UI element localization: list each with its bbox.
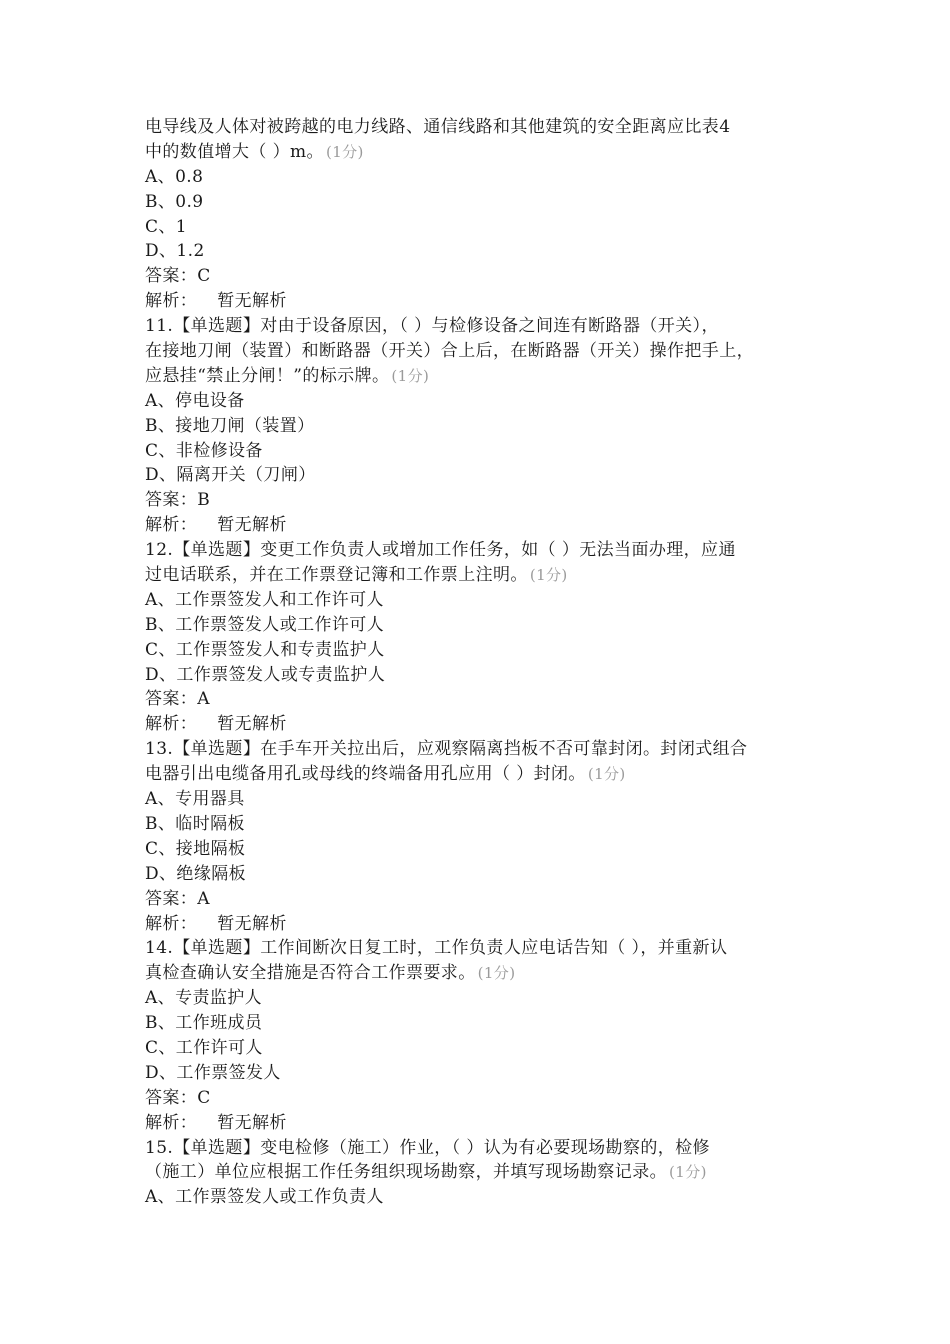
question-stem-line: 13.【单选题】在手车开关拉出后，应观察隔离挡板不否可靠封闭。封闭式组合	[145, 739, 748, 760]
question-block	[145, 1136, 815, 1211]
option: D、工作票签发人	[145, 1062, 281, 1083]
question-block	[145, 115, 815, 314]
question-stem-line: 15.【单选题】变电检修（施工）作业，（ ）认为有必要现场勘察的，检修	[145, 1137, 710, 1158]
question-stem-line	[145, 1160, 815, 1185]
answer: 答案：B	[145, 490, 211, 511]
question-stem-line: 在接地刀闸（装置）和断路器（开关）合上后，在断路器（开关）操作把手上，	[145, 341, 754, 362]
question-stem-text: 应悬挂“禁止分闸！”的标示牌。	[145, 365, 390, 386]
analysis-label: 解析：	[145, 291, 198, 312]
option: A、停电设备	[145, 390, 245, 411]
question-block	[145, 538, 815, 737]
question-score: (1分)	[391, 366, 430, 385]
option: B、接地刀闸（装置）	[145, 415, 315, 436]
option: C、接地隔板	[145, 838, 246, 859]
answer: 答案：C	[145, 266, 211, 287]
analysis-line	[145, 1111, 815, 1136]
question-score: (1分)	[587, 765, 626, 784]
option: D、1.2	[145, 241, 205, 262]
question-score: (1分)	[669, 1163, 707, 1182]
question-stem-text: 中的数值增大（ ）m。	[145, 141, 324, 162]
question-stem-line: 12.【单选题】变更工作负责人或增加工作任务，如（ ）无法当面办理，应通	[145, 540, 736, 561]
option: A、专责监护人	[145, 988, 263, 1009]
option: A、0.8	[145, 166, 204, 187]
question-block	[145, 737, 815, 936]
question-stem-text: 过电话联系，并在工作票登记簿和工作票上注明。	[145, 565, 528, 586]
question-stem-text: 电器引出电缆备用孔或母线的终端备用孔应用（ ）封闭。	[145, 764, 586, 785]
option: A、工作票签发人或工作负责人	[145, 1187, 384, 1208]
analysis-line	[145, 513, 815, 538]
option: B、工作票签发人或工作许可人	[145, 614, 385, 635]
analysis-line	[145, 912, 815, 937]
question-block	[145, 314, 815, 538]
question-score: (1分)	[325, 142, 364, 161]
question-stem-line	[145, 961, 815, 986]
option: A、工作票签发人和工作许可人	[145, 589, 384, 610]
option: B、0.9	[145, 191, 204, 212]
option: C、非检修设备	[145, 440, 263, 461]
question-stem-line	[145, 364, 815, 389]
analysis-text: 暂无解析	[217, 515, 287, 536]
answer: 答案：C	[145, 1087, 211, 1108]
question-stem-line: 电导线及人体对被跨越的电力线路、通信线路和其他建筑的安全距离应比表4	[145, 117, 731, 137]
answer: 答案：A	[145, 888, 210, 909]
option: C、工作许可人	[145, 1037, 263, 1058]
option: A、专用器具	[145, 789, 245, 810]
analysis-label: 解析：	[145, 913, 198, 934]
question-stem-text: （施工）单位应根据工作任务组织现场勘察，并填写现场勘察记录。	[145, 1162, 667, 1183]
question-stem-line	[145, 140, 815, 165]
analysis-line	[145, 289, 815, 314]
option: D、绝缘隔板	[145, 863, 247, 884]
analysis-text: 暂无解析	[217, 291, 287, 312]
analysis-text: 暂无解析	[217, 913, 287, 934]
question-stem-line	[145, 762, 815, 787]
analysis-label: 解析：	[145, 515, 198, 536]
analysis-text: 暂无解析	[217, 1112, 287, 1133]
option: C、1	[145, 216, 188, 237]
question-score: (1分)	[529, 566, 568, 585]
analysis-label: 解析：	[145, 1112, 198, 1133]
answer: 答案：A	[145, 689, 210, 710]
option: B、工作班成员	[145, 1013, 263, 1034]
option: D、隔离开关（刀闸）	[145, 465, 316, 486]
question-stem-text: 真检查确认安全措施是否符合工作票要求。	[145, 963, 476, 984]
option: C、工作票签发人和专责监护人	[145, 639, 385, 660]
question-stem-line: 11.【单选题】对由于设备原因，（ ）与检修设备之间连有断路器（开关），	[145, 316, 719, 337]
option: B、临时隔板	[145, 813, 245, 834]
analysis-text: 暂无解析	[217, 714, 287, 735]
question-score: (1分)	[477, 964, 516, 983]
analysis-line	[145, 712, 815, 737]
analysis-label: 解析：	[145, 714, 198, 735]
question-stem-line: 14.【单选题】工作间断次日复工时，工作负责人应电话告知（ ），并重新认	[145, 938, 728, 959]
question-stem-line	[145, 563, 815, 588]
document-page	[145, 115, 815, 1210]
question-block	[145, 936, 815, 1135]
option: D、工作票签发人或专责监护人	[145, 664, 386, 685]
